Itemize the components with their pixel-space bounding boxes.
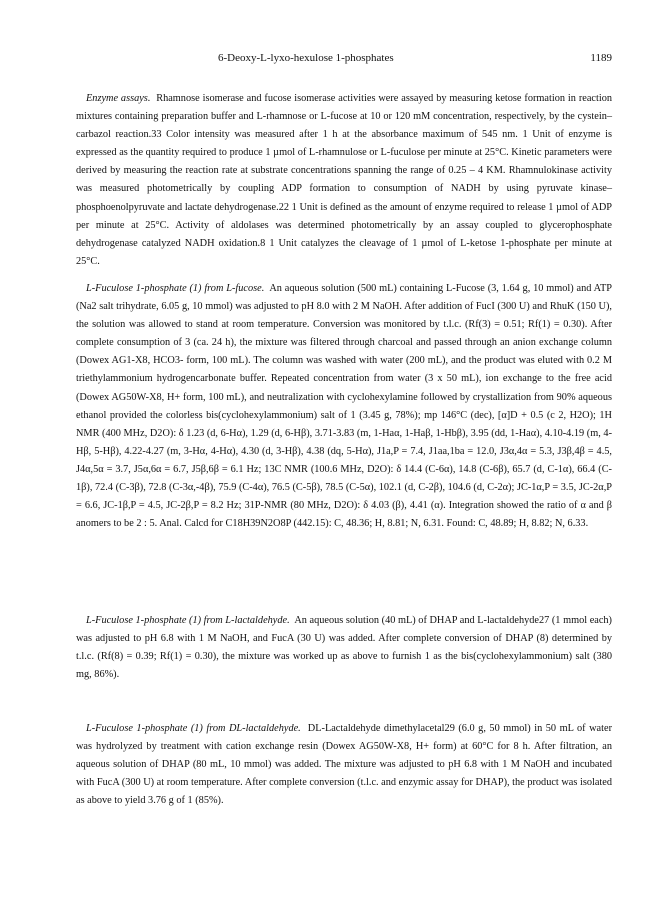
section-lead: L-Fuculose 1-phosphate (1) from L-lactaldehyde. xyxy=(86,615,290,626)
paragraph-text: An aqueous solution (500 mL) containing L-Fucose (3, 1.64 g, 10 mmol) and ATP (Na2 salt trihydrate, 6.05 g, 10 mmol) was adjusted to pH 8.0 with 2 M NaOH. After addition of FucI (300 U) and RhuK (150 U), the solution was allowed to stand at room temperature. Conversion was monitored by t.l.c. (Rf(3) = 0.51; Rf(1) = 0.30). After complete consumption of 3 (ca. 24 h), the mixture was filtered through charcoal and passed through an anion exchange column (Dowex AG1-X8, HCO3- form, 100 mL). The column was washed with water (200 mL), and the product was eluted with 0.2 M triethylammonium hydrogencarbonate buffer. Repeated concentration from water (3 x 50 mL), ion exchange to the free acid (Dowex AG50W-X8, H+ form, 100 mL), and neutralization with cyclohexylamine followed by crystallization from 90% aqueous ethanol provided the colorless bis(cyclohexylammonium) salt of 1 (3.45 g, 78%); mp 146°C (dec), [α]D + 0.5 (c 2, H2O); 1H NMR (400 MHz, D2O): δ 1.23 (d, 6-Hα), 1.29 (d, 6-Hβ), 3.71-3.83 (m, 1-Haα, 1-Haβ, 1-Hbβ), 3.95 (dd, 1-Haα), 4.10-4.19 (m, 4-Hβ, 5-Hβ), 4.22-4.27 (m, 3-Hα, 4-Hα), 4.30 (d, 3-Hβ), 4.38 (dq, 5-Hα), J1a,P = 7.4, J1aa,1ba = 12.0, J3α,4α = 5.3, J3β,4β = 4.5, J4α,5α = 3.7, J5α,6α = 6.7, J5β,6β = 6.1 Hz; 13C NMR (100.6 MHz, D2O): δ 14.4 (C-6α), 14.8 (C-6β), 65.7 (d, C-1α), 66.4 (C-1β), 72.4 (C-3β), 72.8 (C-3α,-4β), 75.9 (C-4α), 76.5 (C-5β), 78.5 (C-5α), 102.1 (d, C-2β), 104.6 (d, C-2α); JC-1α,P = 3.5, JC-2α,P = 6.6, JC-1β,P = 4.5, JC-2β,P = 8.2 Hz; 31P-NMR (80 MHz, D2O): δ 4.03 (β), 4.41 (α). Integration showed the ratio of α and β anomers to be 2 : 5. Anal. Calcd for C18H39N2O8P (442.15): C, 48.36; H, 8.81; N, 6.31. Found: C, 48.89; H, 8.82; N, 6.33. xyxy=(76,283,612,530)
section-enzyme-assays xyxy=(76,90,612,271)
paragraph-text: DL-Lactaldehyde dimethylacetal29 (6.0 g, 50 mmol) in 50 mL of water was hydrolyzed by treatment with cation exchange resin (Dowex AG50W-X8, H+ form) at 60°C for 8 h. After filtration, an aqueous solution of DHAP (80 mL, 10 mmol) was added. The mixture was adjusted to pH 6.8 with 1 M NaOH and incubated with FucA (300 U) at room temperature. After complete conversion (t.l.c. and enzymic assay for DHAP), the product was isolated as above to yield 3.76 g of 1 (85%). xyxy=(76,723,612,807)
section-lead: L-Fuculose 1-phosphate (1) from DL-lactaldehyde. xyxy=(86,723,301,734)
section-fuculose-from-fucose xyxy=(76,280,612,533)
section-lead: Enzyme assays. xyxy=(86,93,151,104)
paragraph-text: Rhamnose isomerase and fucose isomerase activities were assayed by measuring ketose formation in reaction mixtures containing preparation buffer and L-rhamnose or L-fucose at 10 or 120 mM concentration, respectively, by the cystein–carbazol reaction.33 Color intensity was measured after 1 h at the absorbance maximum of 545 nm. 1 Unit of enzyme is expressed as the quantity required to produce 1 µmol of L-rhamnulose or L-fuculose per minute at 25°C. Kinetic parameters were derived by measuring the reaction rate at substrate concentrations spanning the range of 0.25 – 4 KM. Rhamnulokinase activity was measured photometrically by coupling ADP formation to consumption of NADH by using pyruvate kinase–phosphoenolpyruvate and lactate dehydrogenase.22 1 Unit is defined as the amount of enzyme required to release 1 µmol of ADP per minute at 25°C. Activity of aldolases was determined photometrically by an assay coupled to glycerophosphate dehydrogenase catalyzed NADH oxidation.8 1 Unit catalyzes the cleavage of 1 µmol of L-ketose 1-phosphate per minute at 25°C. xyxy=(76,93,612,267)
paragraph xyxy=(76,720,612,810)
paragraph xyxy=(76,612,612,684)
paragraph xyxy=(76,280,612,533)
paragraph-text: An aqueous solution (40 mL) of DHAP and L-lactaldehyde27 (1 mmol each) was adjusted to pH 6.8 with 1 M NaOH, and FucA (30 U) was added. After complete conversion of DHAP (8) determined by t.l.c. (Rf(8) = 0.39; Rf(1) = 0.30), the mixture was worked up as above to furnish 1 as the bis(cyclohexylammonium) salt (380 mg, 86%). xyxy=(76,615,612,681)
page-number: 1189 xyxy=(590,52,612,64)
section-fuculose-from-l-lactaldehyde xyxy=(76,612,612,684)
page xyxy=(76,52,612,807)
running-header xyxy=(218,52,612,68)
running-title: 6-Deoxy-L-lyxo-hexulose 1-phosphates xyxy=(218,52,394,64)
paragraph xyxy=(76,90,612,271)
section-lead: L-Fuculose 1-phosphate (1) from L-fucose. xyxy=(86,283,265,294)
section-fuculose-from-dl-lactaldehyde xyxy=(76,720,612,810)
